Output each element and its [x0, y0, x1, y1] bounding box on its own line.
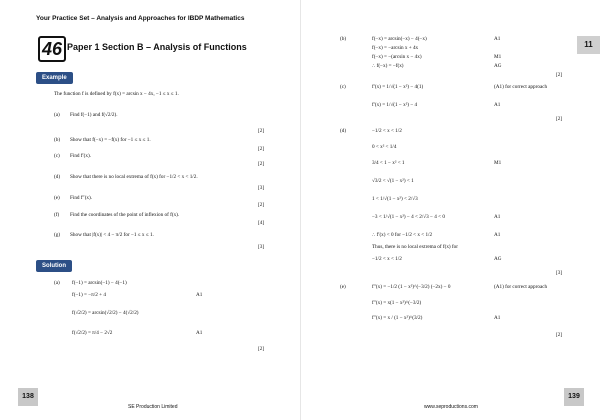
- solution-c-mark-1: (A1) for correct approach: [494, 84, 548, 90]
- part-e-label: (e): [54, 195, 60, 201]
- solution-b-mark-1: A1: [494, 36, 501, 42]
- solution-d-line-8: Thus, there is no local extrema of f(x) for: [372, 244, 458, 250]
- solution-d-line-1: −1/2 < x < 1/2: [372, 128, 402, 134]
- solution-a-line-4: f(√2/2) = π/4 − 2√2: [72, 330, 113, 336]
- part-c-marks: [2]: [258, 161, 265, 167]
- solution-b-line-2: f(−x) = −arcsin x + 4x: [372, 45, 419, 51]
- solution-d-mark-6: A1: [494, 214, 501, 220]
- part-b-label: (b): [54, 137, 61, 143]
- solution-a-line-3: f(√2/2) = arcsin(√2/2) − 4(√2/2): [72, 310, 139, 316]
- right-footer-text: www.seproductions.com: [424, 404, 478, 410]
- solution-e-label: (e): [340, 284, 346, 290]
- solution-a-label: (a): [54, 280, 60, 286]
- solution-d-line-9: −1/2 < x < 1/2: [372, 256, 402, 262]
- part-e-text: Find f″(x).: [70, 195, 93, 201]
- solution-d-line-6: −3 < 1/√(1 − x²) − 4 < 2/√3 − 4 < 0: [372, 214, 445, 220]
- solution-d-line-2: 0 < x² < 1/4: [372, 144, 397, 150]
- left-page-number: 138: [18, 388, 38, 406]
- part-d-text: Show that there is no local extrema of f(x) for −1/2 < x < 1/2.: [70, 174, 198, 180]
- solution-d-label: (d): [340, 128, 347, 134]
- solution-e-line-3: f″(x) = x / (1 − x²)^(3/2): [372, 315, 423, 321]
- solution-d-line-3: 3/4 < 1 − x² < 1: [372, 160, 405, 166]
- solution-c-total: [2]: [556, 116, 563, 122]
- solution-a-line-2: f(−1) = −π/2 + 4: [72, 292, 106, 298]
- solution-d-line-7: ∴ f′(x) < 0 for −1/2 < x < 1/2: [372, 232, 433, 238]
- chapter-number: 46: [38, 36, 66, 62]
- solution-b-mark-4: AG: [494, 63, 502, 69]
- solution-b-line-1: f(−x) = arcsin(−x) − 4(−x): [372, 36, 427, 42]
- part-f-text: Find the coordinates of the point of inflexion of f(x).: [70, 212, 180, 218]
- solution-e-line-2: f″(x) = x(1 − x²)^(−3/2): [372, 300, 422, 306]
- solution-d-line-5: 1 < 1/√(1 − x²) < 2/√3: [372, 196, 418, 202]
- chapter-side-tab: 11: [577, 36, 600, 54]
- part-b-text: Show that f(−x) = −f(x) for −1 ≤ x ≤ 1.: [70, 137, 151, 143]
- left-footer-text: SE Production Limited: [128, 404, 178, 410]
- page-divider: [300, 0, 301, 420]
- solution-e-line-1: f″(x) = −1/2 (1 − x²)^(−3/2) (−2x) − 0: [372, 284, 451, 290]
- part-g-marks: [3]: [258, 244, 265, 250]
- solution-d-total: [3]: [556, 270, 563, 276]
- solution-d-mark-9: AG: [494, 256, 502, 262]
- part-a-label: (a): [54, 112, 60, 118]
- solution-a-line-1: f(−1) = arcsin(−1) − 4(−1): [72, 280, 127, 286]
- solution-d-mark-3: M1: [494, 160, 502, 166]
- example-intro: The function f is defined by f(x) = arcsin x − 4x, −1 ≤ x ≤ 1.: [54, 91, 179, 97]
- solution-c-line-1: f′(x) = 1/√(1 − x²) − 4(1): [372, 84, 424, 90]
- part-f-marks: [4]: [258, 220, 265, 226]
- solution-a-total: [2]: [258, 346, 265, 352]
- solution-a-mark-2: A1: [196, 292, 203, 298]
- chapter-title: Paper 1 Section B – Analysis of Functions: [67, 42, 247, 52]
- running-header: Your Practice Set – Analysis and Approaches for IBDP Mathematics: [36, 15, 245, 22]
- solution-b-mark-3: M1: [494, 54, 502, 60]
- solution-e-mark-1: (A1) for correct approach: [494, 284, 548, 290]
- solution-e-total: [2]: [556, 332, 563, 338]
- right-page-number: 139: [564, 388, 584, 406]
- part-d-marks: [3]: [258, 185, 265, 191]
- part-d-label: (d): [54, 174, 61, 180]
- part-a-marks: [2]: [258, 128, 265, 134]
- solution-c-label: (c): [340, 84, 346, 90]
- part-g-text: Show that |f(x)| < 4 − π/2 for −1 ≤ x ≤ 1.: [70, 232, 154, 238]
- solution-b-total: [2]: [556, 72, 563, 78]
- solution-e-mark-3: A1: [494, 315, 501, 321]
- solution-tag: Solution: [36, 260, 72, 272]
- part-c-text: Find f′(x).: [70, 153, 92, 159]
- part-e-marks: [2]: [258, 202, 265, 208]
- solution-d-mark-7: A1: [494, 232, 501, 238]
- solution-b-line-3: f(−x) = −(arcsin x − 4x): [372, 54, 422, 60]
- example-tag: Example: [36, 72, 73, 84]
- solution-b-line-4: ∴ f(−x) = −f(x): [372, 63, 404, 69]
- part-f-label: (f): [54, 212, 60, 218]
- solution-b-label: (b): [340, 36, 347, 42]
- solution-c-line-2: f′(x) = 1/√(1 − x²) − 4: [372, 102, 418, 108]
- solution-c-mark-2: A1: [494, 102, 501, 108]
- part-b-marks: [2]: [258, 146, 265, 152]
- solution-a-mark-4: A1: [196, 330, 203, 336]
- part-c-label: (c): [54, 153, 60, 159]
- part-a-text: Find f(−1) and f(√2/2).: [70, 112, 118, 118]
- solution-d-line-4: √3/2 < √(1 − x²) < 1: [372, 178, 414, 184]
- part-g-label: (g): [54, 232, 61, 238]
